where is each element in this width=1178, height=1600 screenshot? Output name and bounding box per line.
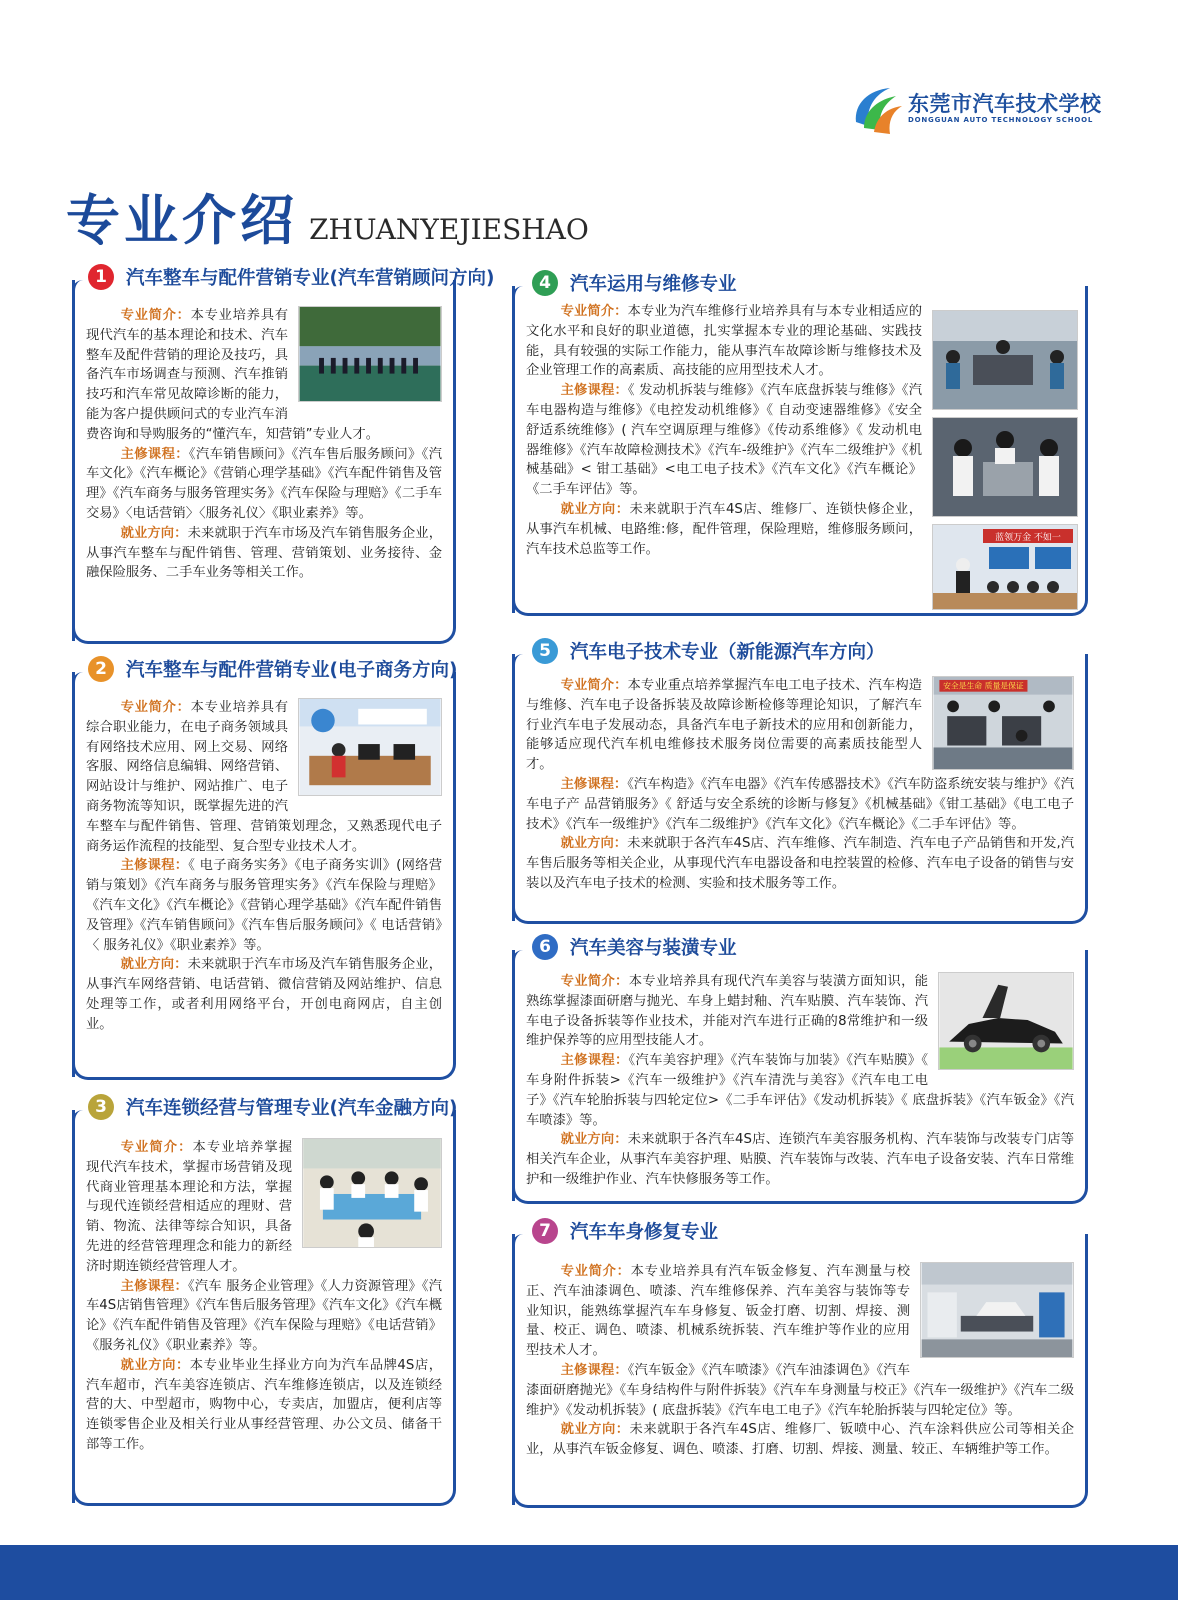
courses-label: 主修课程： — [120, 1278, 189, 1294]
section-title: 汽车美容与装潢专业 — [570, 938, 737, 959]
intro-text: 本专业培养具有现代汽车美容与装潢方面知识，能熟练掌握漆面研磨与抛光、车身上蜡封釉、汽车贴膜、汽车装饰、汽车电子设备拆装等作业技术，并能对汽车进行正确的8常维护和一级维护保养等的应用型技能人才。 — [526, 974, 929, 1049]
section-title: 汽车车身修复专业 — [570, 1222, 719, 1243]
page-title — [66, 178, 589, 255]
courses-text: 《 发动机拆装与维修》《汽车底盘拆装与维修》《汽车电器构造与维修》《电控发动机维修》《 自动变速器维修》《安全舒适系统维修》( 汽车空调原理与维修》《传动系维修》《 发动机电器维修》《汽车故障检测技术》《汽车-级维护》《汽车二级维护》《机械基础》< 钳工基础》<电工电子技术》《汽车文化》《汽车概论》《二手车评估》等。 — [526, 383, 923, 498]
intro-label: 专业简介： — [120, 1140, 193, 1155]
school-name-en: DONGGUAN AUTO TECHNOLOGY SCHOOL — [908, 116, 1094, 124]
section-5 — [512, 632, 1088, 924]
section-content — [86, 1138, 442, 1455]
courses-label: 主修课程： — [560, 776, 628, 792]
section-header — [532, 1212, 718, 1250]
intro-text: 本专业培养具有汽车钣金修复、汽车测量与校正、汽车油漆调色、喷漆、汽车维修保养、汽车美容与装饰等专业知识，能熟练掌握汽车车身修复、钣金打磨、切割、焊接、测量、校正、调色、喷漆、机械系统拆装、汽车维护等作业的应用型技术人才。 — [526, 1264, 911, 1359]
courses-label: 主修课程： — [560, 1053, 629, 1069]
career-text: 未来就职于汽车市场及汽车销售服务企业，从事汽车网络营销、电话营销、微信营销及网站维护、信息处理等工作，或者利用网络平台，开创电商网店，自主创业。 — [86, 957, 443, 1032]
career-label: 就业方向： — [560, 1132, 628, 1148]
section-number: 7 — [532, 1218, 558, 1244]
intro-text: 本专业培养掌握现代汽车技术，掌握市场营销及现代商业管理基本理论和方法，掌握与现代连锁经营相适应的理财、营销、物流、法律等综合知识，具备先进的经营管理理念和能力的新经济时期连锁经营管理人才。 — [86, 1140, 292, 1274]
intro-text: 本专业为汽车维修行业培养具有与本专业相适应的文化水平和良好的职业道德，扎实掌握本专业的理论基础、实践技能，具有较强的实际工作能力，能从事汽车故障诊断与维修技术及企业管理工作的高素质、高技能的应用型技术人才。 — [526, 304, 923, 379]
workshop-photo-1 — [932, 310, 1078, 410]
career-label: 就业方向： — [560, 1422, 630, 1438]
section-4 — [512, 264, 1088, 616]
career-label: 就业方向： — [120, 525, 188, 541]
section-header — [88, 1088, 457, 1126]
section-6 — [512, 928, 1088, 1204]
courses-label: 主修课程： — [560, 383, 628, 399]
courses-label: 主修课程： — [560, 1362, 628, 1378]
section-content — [526, 676, 1074, 894]
section-7 — [512, 1212, 1088, 1508]
page-title-en: ZHUANYEJIESHAO — [309, 213, 589, 246]
intro-label: 专业简介： — [560, 678, 628, 693]
section-number: 1 — [88, 264, 114, 290]
section-3 — [72, 1088, 456, 1506]
section-header — [88, 650, 457, 688]
section-header — [532, 632, 885, 670]
career-text: 未来就职于各汽车4S店、维修厂、钣喷中心、汽车涂料供应公司等相关企业，从事汽车钣金修复、调色、喷漆、打磨、切割、焊接、测量、较正、车辆维护等工作。 — [526, 1422, 1075, 1458]
courses-label: 主修课程： — [120, 858, 189, 874]
courses-text: 《汽车销售顾问》《汽车售后服务顾问》《汽车文化》《汽车概论》《营销心理学基础》《汽车配件销售及管理》《汽车商务与服务管理实务》《汽车保险与理赔》《二手车交易》〈电话营销〉〈服务礼仪〉《职业素养》等。 — [86, 446, 442, 521]
section-title: 汽车运用与维修专业 — [570, 274, 737, 295]
intro-label: 专业简介： — [120, 308, 191, 323]
school-name-cn: 东莞市汽车技术学校 — [908, 92, 1102, 116]
courses-label: 主修课程： — [120, 446, 189, 462]
career-text: 本专业毕业生择业方向为汽车品牌4S店，汽车超市，汽车美容连锁店、汽车维修连锁店，以及连锁经营的大、中型超市，购物中心，专卖店，加盟店，便利店等连锁零售企业及相关行业从事经营管理、办公文员、储备干部等工作。 — [86, 1357, 443, 1452]
section-content — [526, 972, 1074, 1190]
intro-label: 专业简介： — [560, 974, 629, 989]
classroom-photo — [932, 524, 1078, 610]
section-content — [526, 1262, 1074, 1460]
intro-label: 专业简介： — [120, 700, 191, 715]
photo-column — [932, 310, 1076, 610]
courses-text: 《汽车构造》《汽车电器》《汽车传感器技术》《汽车防盗系统安装与维护》《汽车电子产 品营销服务》《 舒适与安全系统的诊断与修复》《机械基础》《钳工基础》《电工电子技术》《汽车一级维护》《汽车二级维护》《汽车文化》《汽车概论》《二手车评估》等。 — [526, 776, 1074, 832]
section-number: 5 — [532, 638, 558, 664]
lab-banner-text: 安全是生命 质量是保证 — [943, 681, 1024, 691]
career-text: 未来就职于各汽车4S店、汽车维修、汽车制造、汽车电子产品销售和开发,汽车售后服务等相关企业，从事现代汽车电器设备和电控装置的检修、汽车电子设备的销售与安装以及汽车电子技术的检测、实验和技术服务等工作。 — [526, 836, 1074, 891]
courses-text: 《汽车钣金》《汽车喷漆》《汽车油漆调色》《汽车漆面研磨抛光》《车身结构件与附件拆装》《汽车车身测量与校正》《汽车一级维护》《汽车二级维护》《发动机拆装》( 底盘拆装》《汽车电工电子》《汽车轮胎拆装与四轮定位》等。 — [526, 1362, 1074, 1418]
page-title-cn: 专业介绍 — [66, 188, 298, 252]
courses-text: 《汽车美容护理》《汽车装饰与加装》《汽车贴膜》《 车身附件拆装>《汽车一级维护》《汽车清洗与美容》《汽车电工电子》《汽车轮胎拆装与四轮定位>《二手车评估》《发动机拆装》《 底盘拆装》《汽车钣金》《汽车喷漆》等。 — [526, 1053, 1074, 1128]
workshop-banner-text: 蓝领万金 不如一 — [995, 533, 1061, 543]
section-title: 汽车连锁经营与管理专业(汽车金融方向) — [126, 1098, 458, 1119]
section-header — [88, 258, 494, 296]
students-ceremony-photo — [298, 306, 442, 402]
section-title: 汽车整车与配件营销专业(电子商务方向) — [126, 660, 458, 681]
intro-label: 专业简介： — [560, 1264, 631, 1279]
career-label: 就业方向： — [560, 836, 628, 852]
intro-text: 本专业培养具有综合职业能力，在电子商务领域具有网络技术应用、网上交易、网络客服、网络信息编辑、网络营销、网站设计与维护、网站推广、电子商务物流等知识，既掌握先进的汽车整车与配件销售、管理、营销策划理念，又熟悉现代电子商务运作流程的技能型、复合型专业技术人才。 — [86, 700, 442, 854]
section-header — [532, 264, 737, 302]
sports-car-photo — [938, 972, 1074, 1070]
courses-text: 《 电子商务实务》《电子商务实训》(网络营销与策划》《汽车商务与服务管理实务》《汽车保险与理赔》《汽车文化》《汽车概论》《营销心理学基础》《汽车配件销售及管理》《汽车销售顾问》《汽车售后服务顾问》《 电话营销》〈 服务礼仪》《职业素养》等。 — [86, 858, 442, 953]
career-text: 未来就职于汽车市场及汽车销售服务企业，从事汽车整车与配件销售、管理、营销策划、业务接待、金融保险服务、二手车业务等相关工作。 — [86, 525, 443, 581]
career-label: 就业方向： — [560, 501, 630, 517]
section-number: 4 — [532, 270, 558, 296]
section-number: 3 — [88, 1094, 114, 1120]
footer-bar — [0, 1545, 1178, 1600]
e-commerce-lab-photo — [298, 698, 442, 796]
section-2 — [72, 650, 456, 1080]
body-repair-workshop-photo — [920, 1262, 1074, 1358]
career-text: 未来就职于汽车4S店、维修厂、连锁快修企业，从事汽车机械、电路维:修，配件管理，保险理赔，维修服务顾问，汽车技术总监等工作。 — [526, 501, 922, 557]
career-text: 未来就职于各汽车4S店、连锁汽车美容服务机构、汽车装饰与改装专门店等相关汽车企业，从事汽车美容护理、贴膜、汽车装饰与改装、汽车电子设备安装、汽车日常维护和一级维护作业、汽车快修服务等工作。 — [526, 1132, 1075, 1187]
section-header — [532, 928, 737, 966]
section-number: 2 — [88, 656, 114, 682]
intro-label: 专业简介： — [560, 304, 628, 319]
workshop-photo-2 — [932, 417, 1078, 517]
section-content — [526, 302, 922, 559]
school-logo — [850, 82, 1102, 138]
career-label: 就业方向： — [120, 957, 188, 973]
electronics-lab-photo — [932, 676, 1074, 770]
section-content — [86, 306, 442, 583]
intro-text: 本专业重点培养掌握汽车电工电子技术、汽车构造与维修、汽车电子设备拆装及故障诊断检修等理论知识，了解汽车行业汽车电子发展动态，具备汽车电子新技术的应用和创新能力，能够适应现代汽车机电维修技术服务岗位需要的高素质技能型人才。 — [526, 678, 923, 773]
section-title: 汽车整车与配件营销专业(汽车营销顾问方向) — [126, 268, 495, 289]
intro-text: 本专业培养具有现代汽车的基本理论和技术、汽车整车及配件营销的理论及技巧，具备汽车市场调查与预测、汽车推销技巧和汽车常见故障诊断的能力，能为客户提供顾问式的专业汽车消费咨询和导购服务的“懂汽车，知营销”专业人才。 — [86, 308, 380, 442]
section-content — [86, 698, 442, 1035]
school-emblem-icon — [850, 82, 904, 136]
section-1 — [72, 258, 495, 644]
courses-text: 《汽车 服务企业管理》《人力资源管理》《汽车4S店销售管理》《汽车售后服务管理》《汽车文化》《汽车概论》《汽车配件销售及管理》《汽车保险与理赔》《电话营销》《服务礼仪》《职业素养》等。 — [86, 1278, 443, 1353]
section-number: 6 — [532, 934, 558, 960]
section-title: 汽车电子技术专业（新能源汽车方向） — [570, 642, 885, 663]
career-label: 就业方向： — [120, 1357, 190, 1373]
classroom-discussion-photo — [302, 1138, 442, 1248]
